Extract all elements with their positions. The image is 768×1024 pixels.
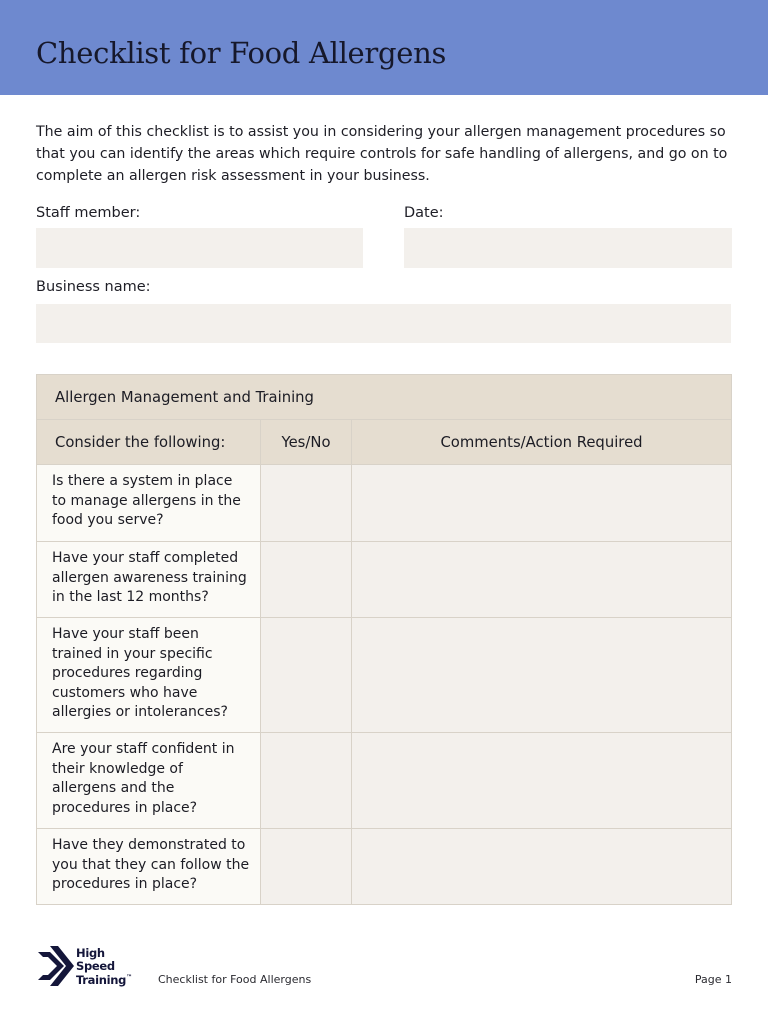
chevron-logo-icon bbox=[36, 944, 76, 988]
question-cell: Have they demonstrated to you that they can follow the procedures in place? bbox=[37, 829, 261, 905]
comments-input[interactable] bbox=[352, 573, 731, 588]
yes-no-input[interactable] bbox=[261, 860, 351, 875]
yes-no-cell[interactable] bbox=[261, 733, 352, 829]
table-row bbox=[37, 542, 732, 618]
table-row bbox=[37, 465, 732, 542]
page-number: Page 1 bbox=[694, 973, 732, 986]
comments-cell[interactable] bbox=[352, 618, 732, 733]
table-row bbox=[37, 829, 732, 905]
yes-no-input[interactable] bbox=[261, 573, 351, 588]
business-name-input[interactable] bbox=[36, 304, 731, 343]
yes-no-cell[interactable] bbox=[261, 465, 352, 542]
comments-input[interactable] bbox=[352, 860, 731, 875]
staff-member-input[interactable] bbox=[36, 228, 363, 268]
yes-no-cell[interactable] bbox=[261, 618, 352, 733]
staff-member-label: Staff member: bbox=[36, 205, 141, 221]
date-label: Date: bbox=[404, 205, 444, 221]
allergen-checklist-table bbox=[36, 374, 732, 905]
logo-wordmark: High Speed Training™ bbox=[76, 946, 132, 987]
column-header-yes-no: Yes/No bbox=[261, 420, 352, 465]
business-name-label: Business name: bbox=[36, 279, 151, 295]
yes-no-input[interactable] bbox=[261, 669, 351, 684]
high-speed-training-logo bbox=[36, 944, 136, 990]
date-input[interactable] bbox=[404, 228, 732, 268]
comments-cell[interactable] bbox=[352, 465, 732, 542]
column-header-comments: Comments/Action Required bbox=[352, 420, 732, 465]
intro-paragraph: The aim of this checklist is to assist you in considering your allergen management procedures so that you can identify the areas which require controls for safe handling of allergens, and go on to complete an allergen risk assessment in your business. bbox=[36, 124, 728, 184]
column-header-question: Consider the following: bbox=[37, 420, 261, 465]
table-title: Allergen Management and Training bbox=[37, 375, 732, 420]
comments-input[interactable] bbox=[352, 774, 731, 789]
comments-input[interactable] bbox=[352, 669, 731, 684]
table-title-row bbox=[37, 375, 732, 420]
comments-cell[interactable] bbox=[352, 542, 732, 618]
yes-no-input[interactable] bbox=[261, 774, 351, 789]
page-header bbox=[0, 0, 768, 95]
footer-document-title: Checklist for Food Allergens bbox=[158, 973, 312, 986]
page-title: Checklist for Food Allergens bbox=[36, 36, 447, 70]
yes-no-cell[interactable] bbox=[261, 829, 352, 905]
table-row bbox=[37, 618, 732, 733]
comments-cell[interactable] bbox=[352, 733, 732, 829]
question-cell: Are your staff confident in their knowledge of allergens and the procedures in place? bbox=[37, 733, 261, 829]
yes-no-cell[interactable] bbox=[261, 542, 352, 618]
question-cell: Have your staff completed allergen awareness training in the last 12 months? bbox=[37, 542, 261, 618]
comments-cell[interactable] bbox=[352, 829, 732, 905]
table-row bbox=[37, 733, 732, 829]
yes-no-input[interactable] bbox=[261, 497, 351, 512]
comments-input[interactable] bbox=[352, 497, 731, 512]
question-cell: Is there a system in place to manage allergens in the food you serve? bbox=[37, 465, 261, 542]
table-header-row bbox=[37, 420, 732, 465]
question-cell: Have your staff been trained in your specific procedures regarding customers who have allergies or intolerances? bbox=[37, 618, 261, 733]
